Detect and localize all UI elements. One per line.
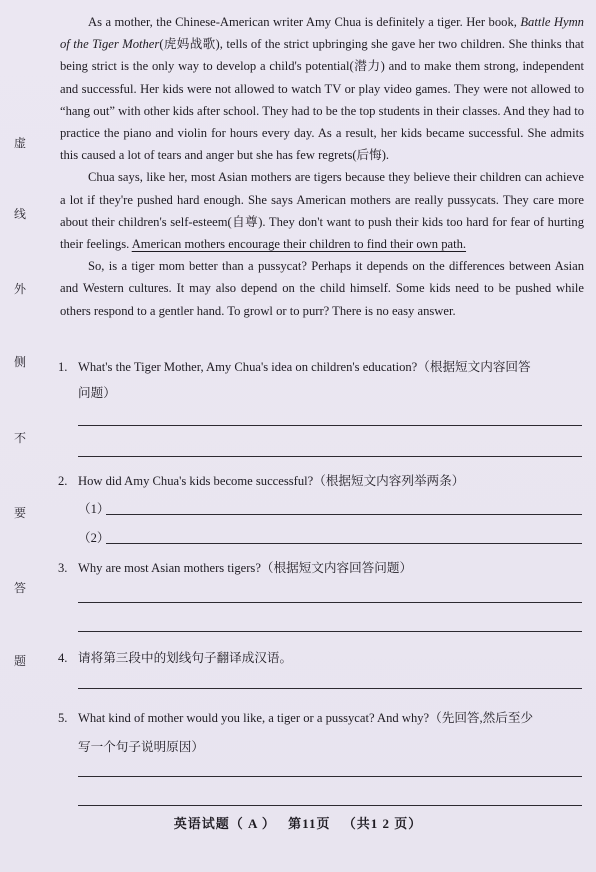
margin-char: 虚 xyxy=(13,136,26,150)
margin-char: 题 xyxy=(13,654,26,668)
answer-line[interactable] xyxy=(78,456,582,457)
book-title: Battle Hymn of the Tiger Mother xyxy=(60,15,584,52)
question-2 xyxy=(58,470,584,489)
question-number: 2. xyxy=(58,474,68,488)
question-number: 4. xyxy=(58,651,68,665)
answer-line[interactable] xyxy=(78,602,582,603)
answer-line[interactable] xyxy=(106,543,582,544)
page-number: 第11页 xyxy=(288,816,331,831)
answer-line[interactable] xyxy=(78,631,582,632)
question-text-cont: 写一个句子说明原因） xyxy=(78,740,204,754)
question-number: 5. xyxy=(58,711,68,725)
margin-char: 线 xyxy=(13,207,26,221)
paragraph-3: So, is a tiger mom better than a pussycat? Perhaps it depends on the differences between Asian and Western cultures. It may also depend on the child himself. Some kids need to be pushed while others respond to a gentler hand. To growl or to purr? There is no easy answer. xyxy=(60,259,584,318)
question-3 xyxy=(58,557,584,576)
paragraph-text: Chua says, like her, most Asian mothers are tigers because they believe their children can achieve a lot if they're pushed hard enough. She says American mothers are really pussycats. They care more about their children's self-esteem(自尊). They don't want to push their kids too hard for fear of hurting their feelings. xyxy=(60,170,584,252)
margin-char: 答 xyxy=(13,581,26,595)
question-text: What's the Tiger Mother, Amy Chua's idea on children's education?（根据短文内容回答 xyxy=(78,360,531,374)
answer-label-2: （2） xyxy=(78,531,110,545)
question-text: 请将第三段中的划线句子翻译成汉语。 xyxy=(78,651,293,665)
page-total: （共1 2 页） xyxy=(342,816,423,831)
page-footer xyxy=(0,813,596,832)
margin-char: 外 xyxy=(13,282,26,296)
reading-passage xyxy=(60,11,584,322)
question-1 xyxy=(58,354,584,406)
margin-char: 要 xyxy=(13,506,26,520)
question-text-cont: 问题） xyxy=(78,386,116,400)
answer-label-1: （1） xyxy=(78,502,110,516)
underlined-sentence: American mothers encourage their children to find their own path. xyxy=(131,237,467,252)
subject-label: 英语试题（ A ） xyxy=(173,816,276,831)
question-number: 3. xyxy=(58,561,68,575)
answer-line[interactable] xyxy=(78,688,582,689)
paragraph-2 xyxy=(60,166,584,255)
paragraph-1 xyxy=(60,11,584,166)
question-text: Why are most Asian mothers tigers?（根据短文内容回答问题） xyxy=(78,561,413,575)
margin-char: 不 xyxy=(13,431,26,445)
margin-char: 侧 xyxy=(13,355,26,369)
answer-line[interactable] xyxy=(78,805,582,806)
answer-line[interactable] xyxy=(78,776,582,777)
answer-line[interactable] xyxy=(106,514,582,515)
paragraph-text: As a mother, the Chinese-American writer Amy Chua is definitely a tiger. Her book, xyxy=(88,15,521,29)
question-text: What kind of mother would you like, a tiger or a pussycat? And why?（先回答,然后至少 xyxy=(78,711,534,725)
question-5 xyxy=(58,704,584,762)
question-text: How did Amy Chua's kids become successful?（根据短文内容列举两条） xyxy=(78,474,465,488)
question-number: 1. xyxy=(58,360,68,374)
paragraph-text: (虎妈战歌), tells of the strict upbringing she gave her two children. She thinks that being strict is the only way to develop a child's potential(潜力) and to make them strong, independent and successful. Her kids were not allowed to watch TV or play video games. They were not allowed to “hang out” with other kids after school. They had to be the top students in their classes. And they had to practice the piano and violin for hours every day. As a result, her kids became successful. She admits this caused a lot of tears and anger but she has few regrets(后悔). xyxy=(60,37,585,163)
binding-margin-notice xyxy=(8,120,32,720)
question-4 xyxy=(58,647,584,666)
answer-line[interactable] xyxy=(78,425,582,426)
